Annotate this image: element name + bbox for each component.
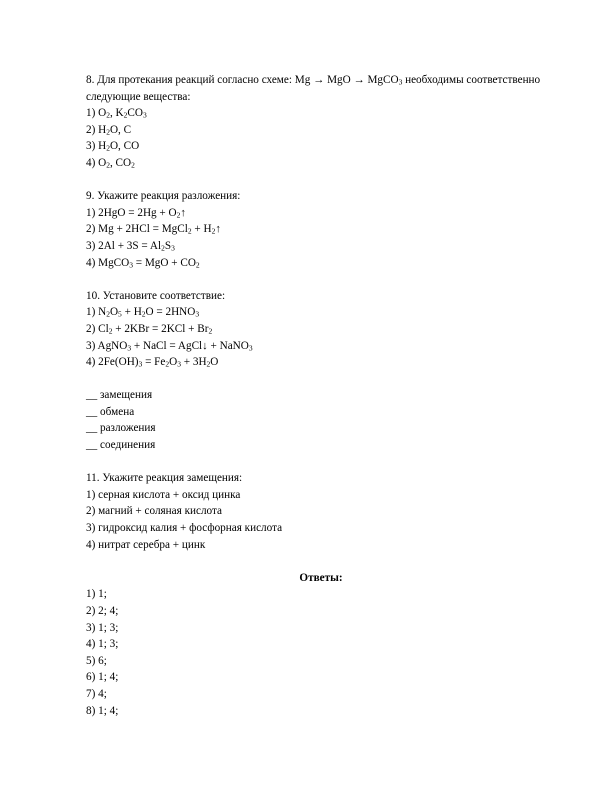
question-9-option: 3) $2Al + 3S = Al_2S_3$ [86, 239, 175, 253]
question-9-stem: 9. Укажите реакция разложения: [86, 190, 241, 203]
answers-title: Ответы: [299, 571, 343, 584]
question-9-option: 1) $2HgO = 2Hg + O_2↑$ [86, 206, 186, 220]
question-10-blank: __ замещения [86, 389, 153, 402]
question-10-stem: 10. Установите соответствие: [86, 289, 226, 302]
question-10-option: 2) $Cl_2 + 2KBr = 2KCl + Br_2$ [86, 322, 213, 336]
answer-item: 1) 1; [86, 588, 107, 601]
question-8-option: 4) $O_2$, $CO_2$ [86, 156, 135, 170]
question-11-option: 3) гидроксид калия + фосфорная кислота [86, 522, 283, 535]
answer-item: 6) 1; 4; [86, 671, 119, 684]
answer-item: 3) 1; 3; [86, 621, 119, 634]
question-11-option: 4) нитрат серебра + цинк [86, 538, 206, 551]
answer-item: 4) 1; 3; [86, 638, 119, 651]
question-8-option: 1) $O_2$, $K_2CO_3$ [86, 107, 147, 120]
answer-item: 7) 4; [86, 687, 107, 700]
question-8-stem: 8. Для протекания реакций согласно схеме: Mg → MgO → MgCO$_3$ необходимы соответственно следующие вещества: [86, 74, 541, 103]
document-content [86, 72, 556, 719]
answer-item: 8) 1; 4; [86, 704, 119, 717]
question-10-blank: __ разложения [86, 422, 156, 435]
question-10-option: 4) $2Fe(OH)_3 = Fe_2O_3 + 3H_2O$ [86, 356, 219, 369]
question-10-option: 3) AgNO$_3$ + NaCl = AgCl↓ + NaNO$_3$ [86, 339, 253, 352]
answer-item: 5) 6; [86, 654, 107, 667]
question-10-option: 1) $N_2O_5 + H_2O = 2HNO_3$ [86, 306, 200, 319]
question-9-option: 2) Mg + 2HCl = MgCl$_2$ + $H_2↑$ [86, 223, 221, 236]
answer-item: 2) 2; 4; [86, 605, 119, 617]
question-11-option: 2) магний + соляная кислота [86, 505, 222, 518]
question-11-stem: 11. Укажите реакция замещения: [86, 472, 243, 485]
question-10-blank: __ соединения [86, 439, 156, 452]
question-11-option: 1) серная кислота + оксид цинка [86, 488, 241, 501]
question-10-blank: __ обмена [86, 405, 135, 418]
question-8-option: 3) $H_2O$, CO [86, 140, 140, 153]
question-8-option: 2) $H_2O$, C [86, 123, 132, 137]
question-9-option: 4) MgCO$_3$ = MgO + $CO_2$ [86, 256, 200, 270]
